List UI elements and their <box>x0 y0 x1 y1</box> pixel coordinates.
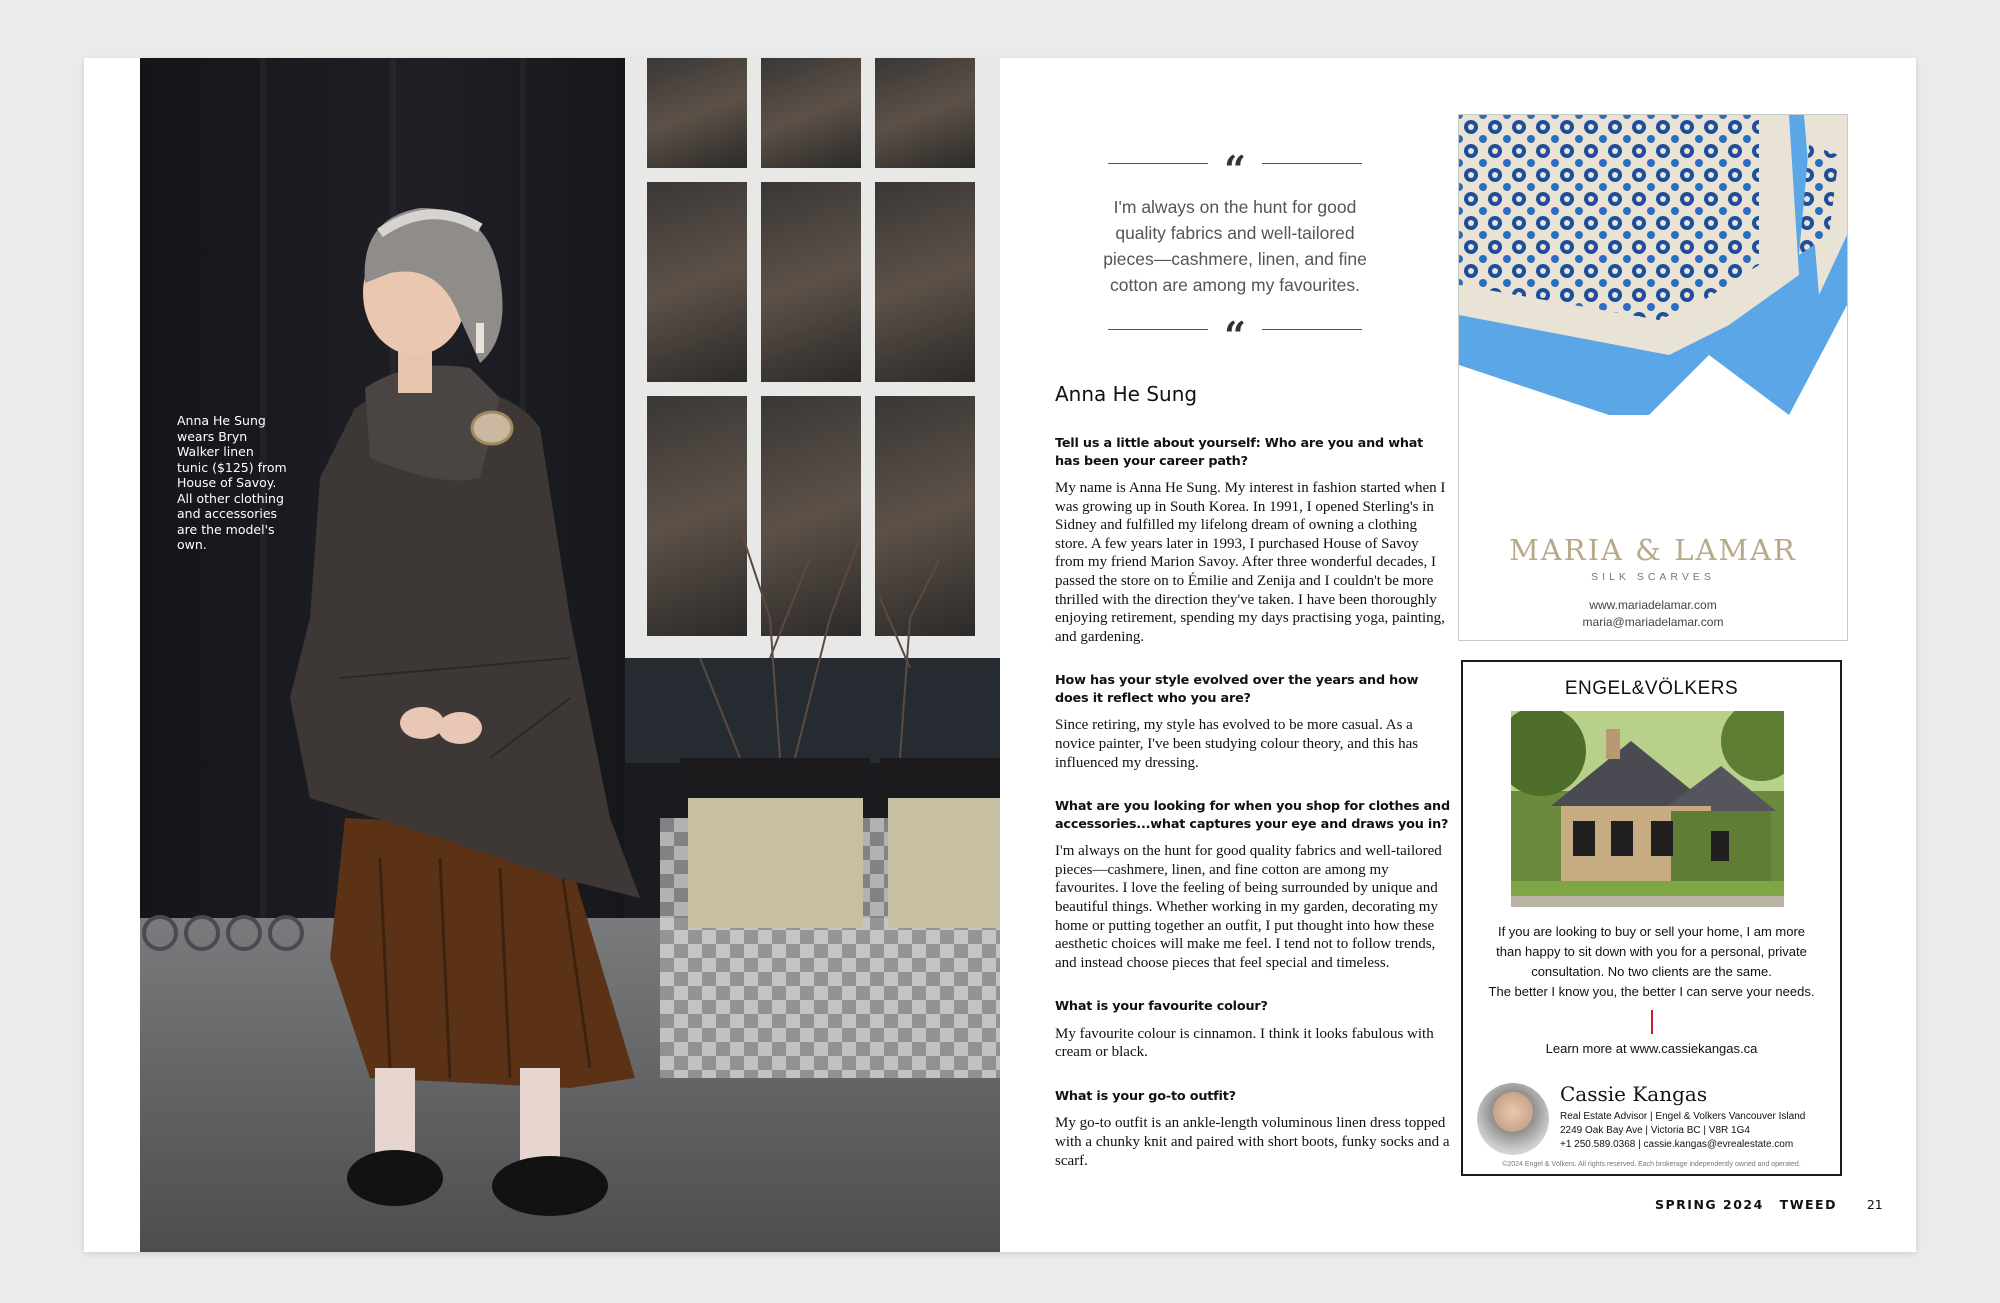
accent-divider <box>1651 1010 1653 1034</box>
qa-item <box>1055 998 1450 1062</box>
quote-rule-top <box>1090 147 1380 192</box>
agent-contact[interactable]: +1 250.589.0368 | cassie.kangas@evrealestate.com <box>1560 1139 1794 1150</box>
agent-address: 2249 Oak Bay Ave | Victoria BC | V8R 1G4 <box>1560 1125 1750 1136</box>
qa-item <box>1055 672 1450 772</box>
agent-name: Cassie Kangas <box>1560 1082 1708 1106</box>
qa-item <box>1055 798 1450 972</box>
qa-item <box>1055 1088 1450 1170</box>
silk-scarf-image <box>1459 115 1847 415</box>
interview-question: What are you looking for when you shop for clothes and accessories...what captures your eye and draws you in? <box>1055 799 1450 832</box>
scarf-tagline: SILK SCARVES <box>1591 571 1715 583</box>
engel-volkers-logo: ENGEL&VÖLKERS <box>1564 678 1739 699</box>
photo-caption: Anna He Sung wears Bryn Walker linen tunic ($125) from House of Savoy. All other clothing and accessories are the model's own. <box>177 413 287 552</box>
interview-answer: My go-to outfit is an ankle-length voluminous linen dress topped with a chunky knit and paired with short boots, funky socks and a scarf. <box>1055 1115 1450 1169</box>
interview-answer: My favourite colour is cinnamon. I think it looks fabulous with cream or black. <box>1055 1025 1434 1061</box>
scarf-brand-logo: MARIA & LAMAR <box>1509 533 1797 567</box>
interview-answer: Since retiring, my style has evolved to be more casual. As a novice painter, I've been studying colour theory, and this has influenced my dressing. <box>1055 717 1419 771</box>
quote-rule-bottom <box>1090 313 1380 358</box>
qa-item <box>1055 435 1450 646</box>
pull-quote <box>1090 147 1380 358</box>
quote-mark-icon: “ <box>1224 147 1246 192</box>
interview-answer: My name is Anna He Sung. My interest in fashion started when I was growing up in South Korea. In 1991, I opened Sterling's in Sidney and fulfilled my lifelong dream of owning a clothing store. A few years later in 1993, I purchased House of Savoy from my friend Marion Savoy. After three wonderful decades, I passed the store on to Émilie and Zenija and I couldn't be more thrilled with the direction they've taken. I have been thoroughly enjoying retirement, spending my days practising yoga, painting, and gardening. <box>1055 480 1446 645</box>
page-folio <box>1655 1197 1893 1212</box>
scarf-website-link[interactable]: www.mariadelamar.com <box>1589 598 1717 612</box>
pull-quote-text: I'm always on the hunt for good quality fabrics and well-tailored pieces—cashmere, linen, and fine cotton are among my favourites. <box>1103 197 1367 295</box>
fine-print: ©2024 Engel & Völkers. All rights reserved. Each brokerage independently owned and operated. <box>1502 1161 1801 1168</box>
interview-question: How has your style evolved over the years and how does it reflect who you are? <box>1055 673 1419 706</box>
scarf-advertisement[interactable] <box>1458 114 1848 641</box>
quote-mark-icon: “ <box>1224 313 1246 358</box>
interview-answer: I'm always on the hunt for good quality fabrics and well-tailored pieces—cashmere, linen, and fine cotton are among my favourites. I love the feeling of being surrounded by unique and beautiful things. Whether working in my garden, decorating my home or putting together an outfit, I put thought into how these aesthetic choices will make me feel. I tend not to follow trends, and instead choose pieces that feel special and timeless. <box>1055 843 1442 971</box>
interview-question: Tell us a little about yourself: Who are you and what has been your career path? <box>1055 436 1424 469</box>
agent-avatar <box>1477 1083 1549 1155</box>
realestate-advertisement[interactable] <box>1461 660 1842 1176</box>
woman-figure <box>140 58 1000 1252</box>
folio-magazine: TWEED <box>1779 1197 1837 1212</box>
interview-question: What is your favourite colour? <box>1055 999 1268 1015</box>
scarf-email-link[interactable]: maria@mariadelamar.com <box>1582 615 1724 629</box>
page-number: 21 <box>1866 1197 1883 1212</box>
agent-title: Real Estate Advisor | Engel & Volkers Vancouver Island <box>1560 1111 1806 1122</box>
realestate-body-text: If you are looking to buy or sell your home, I am more than happy to sit down with you for a personal, private consultation. No two clients are the same. The better I know you, the better I can serve your needs. <box>1488 924 1815 999</box>
article-subject-name: Anna He Sung <box>1055 382 1198 406</box>
house-photo <box>1511 711 1784 907</box>
learn-more-link[interactable]: Learn more at www.cassiekangas.ca <box>1545 1041 1758 1056</box>
folio-season: SPRING 2024 <box>1655 1197 1764 1212</box>
interview-question: What is your go-to outfit? <box>1055 1088 1236 1104</box>
portrait-photo <box>140 58 1000 1252</box>
interview-article <box>1055 382 1450 1196</box>
